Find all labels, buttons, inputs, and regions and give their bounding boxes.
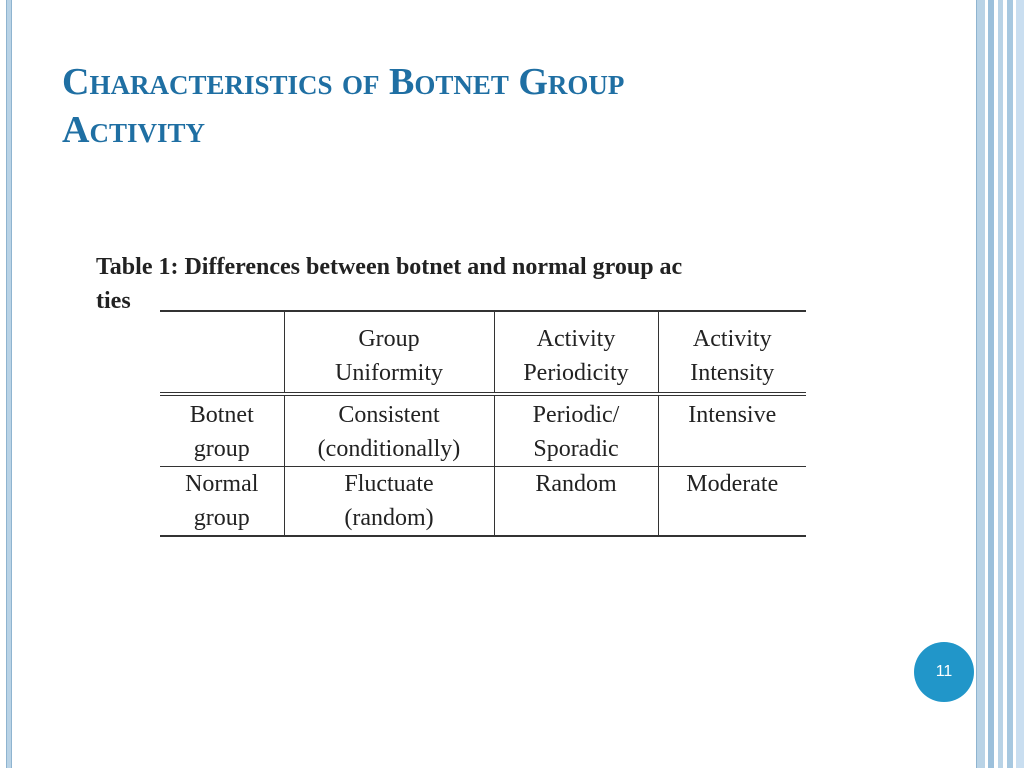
table-cell: Normal group [185, 471, 259, 531]
table-caption-line1: Table 1: Differences between botnet and normal group ac [96, 254, 683, 280]
page-number-badge: 11 [914, 642, 974, 702]
table-cell: Intensive [658, 394, 806, 467]
table-caption-line2: ties [96, 288, 131, 314]
table-header-cell [160, 311, 284, 394]
slide-title-line2: Activity [62, 109, 205, 151]
table-header-row [160, 311, 806, 394]
slide-title-line1: Characteristics of Botnet Group [62, 61, 625, 103]
right-stripe-decoration [976, 0, 1024, 768]
table-header-cell: Group Uniformity [284, 311, 494, 394]
table-cell: Botnet group [189, 402, 254, 462]
table-cell: Moderate [658, 467, 806, 537]
slide-title [62, 58, 922, 154]
table-cell: Fluctuate (random) [284, 467, 494, 537]
table-caption [96, 250, 820, 318]
table-header-cell: Activity Periodicity [494, 311, 658, 394]
comparison-table [160, 310, 806, 537]
table-row [160, 467, 806, 537]
table-cell: Periodic/ Sporadic [494, 394, 658, 467]
table-row [160, 394, 806, 467]
table-cell: Random [494, 467, 658, 537]
table-cell: Consistent (conditionally) [284, 394, 494, 467]
left-border-decoration [6, 0, 12, 768]
table-header-cell: Activity Intensity [658, 311, 806, 394]
